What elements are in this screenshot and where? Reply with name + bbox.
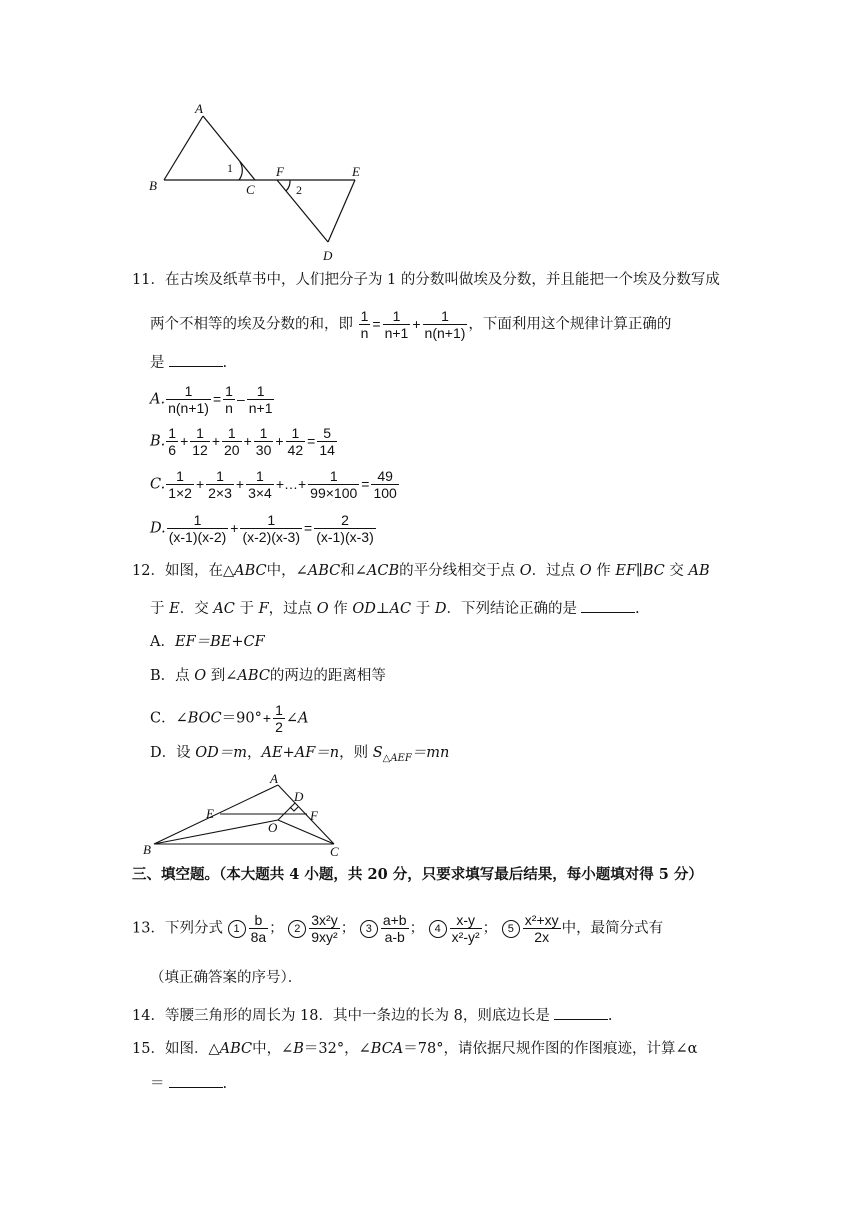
- q15-line2: ＝ .: [150, 1073, 227, 1094]
- q14-line: 14．等腰三角形的周长为 18．其中一条边的长为 8，则底边长是 .: [132, 1005, 612, 1026]
- fig2-label-A: A: [270, 771, 278, 786]
- fig2-label-D: D: [294, 789, 304, 804]
- q12-option-D: D．设 OD＝m，AE+AF＝n，则 $S_{\triangle AEF}=mn$: [150, 745, 450, 764]
- fig2-label-B: B: [143, 842, 151, 856]
- figure-triangles-1: [140, 100, 380, 265]
- fig1-label-E: E: [352, 164, 360, 179]
- q11-option-C: C. $\frac{1}{1\times 2}$ + $\frac{1}{2\times 3}$ + $\frac{1}{3\times 4}$ +…+ $\frac{1}{99\times 100}$ = $\frac{49}{100}$: [150, 468, 397, 501]
- fig2-label-C: C: [330, 844, 339, 856]
- q13-line2: （填正确答案的序号）．: [150, 970, 303, 986]
- q15-line1: 15．如图．△ABC中，∠B＝32°，∠BCA＝78°，请依据尺规作图的作图痕迹，计算∠α: [132, 1041, 698, 1057]
- figure-triangle-2: [140, 770, 350, 856]
- q12-option-C: C．∠BOC＝90°+ $\frac{1}{2}$ ∠A: [150, 702, 309, 735]
- fig2-label-F: F: [310, 808, 318, 823]
- q12-line1: 12．如图，在△ABC中，∠ABC和∠ACB的平分线相交于点 O．过点 O 作 EF∥BC 交 AB: [132, 563, 710, 579]
- q11-formula-frac3: $\frac{1}{n(n+1)}$: [424, 308, 466, 341]
- fig1-angle-2: 2: [296, 183, 302, 197]
- q11-line1: 11．在古埃及纸草书中，人们把分子为 1 的分数叫做埃及分数，并且能把一个埃及分数写成: [132, 272, 720, 288]
- q13-line1: 13．下列分式 1 $\frac{b}{8a}$ ； 2 $\frac{\text{3x²y}}{\text{9xy²}}$ ； 3 $\frac{a+b}{a-b}$ ； 4 $\frac{x-y}{\text{x²-y²}}$ ； 5 $\frac{\text{x²+xy}}{2x}$ 中，最简分式有: [132, 912, 664, 945]
- fig2-label-O: O: [268, 820, 278, 835]
- q11-line3: 是 .: [150, 352, 227, 373]
- fig1-label-B: B: [149, 178, 157, 193]
- q11-line2: 两个不相等的埃及分数的和，即 $\frac{1}{n}$ = $\frac{1}{n+1}$ + $\frac{1}{n(n+1)}$ ，下面利用这个规律计算正确的: [150, 308, 672, 341]
- q11-answer-blank[interactable]: [169, 352, 223, 367]
- q12-option-B: B．点 O 到∠ABC的两边的距离相等: [150, 668, 386, 684]
- fig1-label-F: F: [276, 164, 284, 179]
- fig1-label-D: D: [323, 248, 333, 263]
- section-3-heading: 三、填空题。（本大题共 4 小题，共 20 分，只要求填写最后结果，每小题填对得 5 分）: [132, 866, 703, 883]
- fig1-label-A: A: [195, 101, 203, 116]
- fig2-label-E: E: [206, 806, 214, 821]
- q15-answer-blank[interactable]: [169, 1073, 223, 1088]
- q12-line2: 于 E．交 AC 于 F，过点 O 作 OD⊥AC 于 D．下列结论正确的是 .: [150, 598, 640, 619]
- q14-answer-blank[interactable]: [554, 1005, 608, 1020]
- q11-option-A: A. $\frac{1}{n(n+1)}$ = $\frac{1}{n}$ – $\frac{1}{n+1}$: [150, 383, 273, 416]
- q11-formula-frac1: $\frac{1}{n}$: [360, 308, 369, 341]
- q11-option-D: D. $\frac{1}{(x-1)(x-2)}$ + $\frac{1}{(x-2)(x-3)}$ = $\frac{2}{(x-1)(x-3)}$: [150, 512, 374, 545]
- fig1-angle-1: 1: [227, 161, 233, 175]
- q11-formula-frac2: $\frac{1}{n+1}$: [384, 308, 409, 341]
- fig1-label-C: C: [246, 182, 255, 197]
- q12-option-A: A．EF＝BE+CF: [150, 634, 265, 650]
- q12-answer-blank[interactable]: [581, 598, 635, 613]
- q11-option-B: B. $\frac{1}{6}$ + $\frac{1}{12}$ + $\frac{1}{20}$ + $\frac{1}{30}$ + $\frac{1}{42}$ = $\frac{5}{14}$: [150, 425, 335, 458]
